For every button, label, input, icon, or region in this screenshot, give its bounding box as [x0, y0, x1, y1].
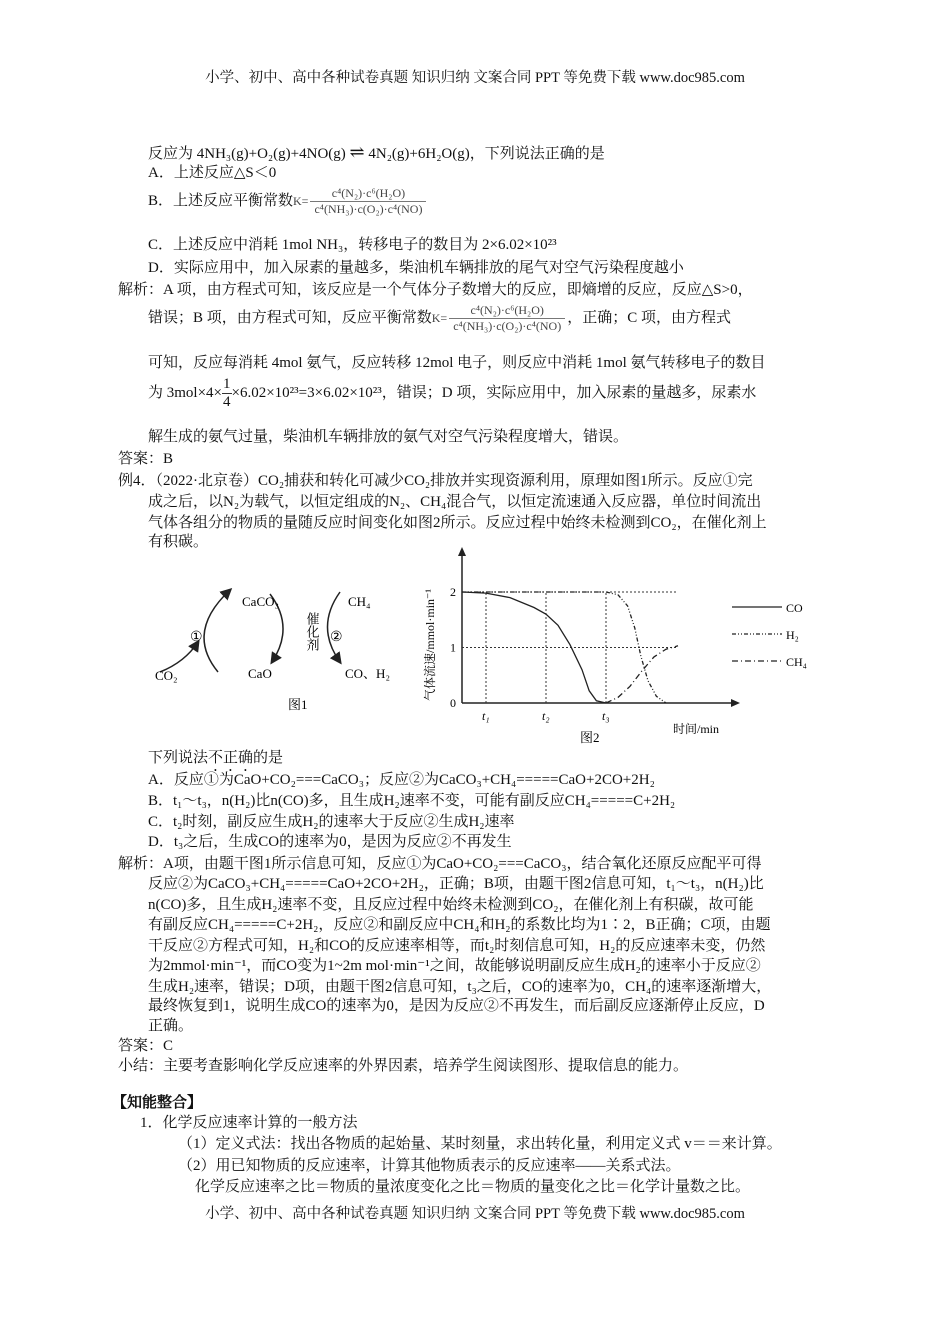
chart-y-axis-label: 气体流速/mmol·min⁻¹	[423, 589, 437, 701]
series-line-CH₄	[606, 646, 678, 703]
y-tick-label: 2	[450, 585, 456, 599]
q4-answer: 答案：C	[118, 1038, 174, 1054]
section-subitem-2: （2）用已知物质的反应速率，计算其他物质表示的反应速率——关系式法。	[178, 1158, 681, 1174]
q4-analysis-line: 最终恢复到1，说明生成CO的速率为0，是因为反应②不再发生，而后副反应逐渐停止反应，D	[148, 998, 765, 1014]
k-symbol: K=	[293, 193, 309, 208]
q4-analysis-line: n(CO)多，且生成H₂速率不变，且反应过程中始终未检测到CO₂，在催化剂上有积碳，故可能	[148, 897, 754, 913]
text: ，正确；C 项，由方程式	[567, 309, 731, 326]
stem-part: 反应为 4NH₃(g)+O₂(g)+4NO(g)	[148, 146, 350, 162]
option-text: B．上述反应平衡常数	[148, 192, 294, 209]
k-denominator: c⁴(NH₃)·c(O₂)·c⁴(NO)	[453, 319, 562, 333]
y-axis-arrow-icon	[458, 547, 466, 556]
k-fraction	[310, 186, 426, 217]
text: 下列说法	[148, 750, 209, 766]
x-tick-label: t₃	[602, 709, 610, 723]
label-reaction-2: ②	[330, 630, 343, 645]
q4-option-b: B．t₁～t₃，n(H₂)比n(CO)多，且生成H₂速率不变，可能有副反应CH₄=====C+2H₂	[148, 793, 676, 809]
text: 的是	[253, 750, 284, 766]
q4-analysis-line: 生成H₂速率，错误；D项，由题干图2信息可知，t₃之后，CO的速率为0，CH₄的速率逐渐增大，	[148, 979, 772, 995]
equilibrium-arrow-icon: ⇌	[349, 142, 365, 162]
legend-label: CO	[786, 601, 803, 615]
label-reaction-1: ①	[190, 630, 203, 645]
section-item-1: 1．化学反应速率计算的一般方法	[140, 1115, 358, 1131]
page-header: 小学、初中、高中各种试卷真题 知识归纳 文案合同 PPT 等免费下载 www.doc985.com	[205, 70, 745, 86]
q3-analysis-line: 解析：A 项，由方程式可知，该反应是一个气体分子数增大的反应，即熵增的反应，反应△S>0，	[118, 282, 753, 298]
legend-label: CH₄	[786, 655, 807, 669]
text: 错误；B 项，由方程式可知，反应平衡常数	[148, 309, 432, 326]
x-tick-label: t₂	[542, 709, 550, 723]
q4-analysis-line: 正确。	[148, 1018, 194, 1034]
y-tick-label: 1	[450, 640, 456, 655]
q4-analysis-line: 反应②为CaCO₃+CH₄=====CaO+2CO+2H₂，正确；B项，由题干图2信息可知，t₁～t₃，n(H₂)比	[148, 876, 764, 892]
k-symbol: K=	[431, 310, 448, 325]
q4-analysis-line: 为2mmol·min⁻¹，而CO变为1~2m mol·min⁻¹之间，故能够说明副反应生成H₂的速率小于反应②	[148, 958, 761, 974]
k-numerator: c⁴(N₂)·c⁶(H₂O)	[310, 186, 426, 202]
q4-stem-line: 例4．（2022·北京卷）CO₂捕获和转化可减少CO₂排放并实现资源利用，原理如图1所示。反应①完	[118, 473, 753, 489]
fraction-one-quarter	[222, 376, 232, 411]
arrow-reaction-2	[328, 592, 341, 662]
k-fraction	[449, 303, 565, 334]
chart-x-axis-label: 时间/min	[673, 722, 720, 736]
text: 为 3mol×4×	[148, 384, 223, 401]
section-subitem-1: （1）定义式法：找出各物质的起始量、某时刻量，求出转化量，利用定义式 v＝＝来计算。	[178, 1136, 782, 1152]
label-cao: CaO	[248, 666, 272, 681]
page-footer: 小学、初中、高中各种试卷真题 知识归纳 文案合同 PPT 等免费下载 www.doc985.com	[205, 1206, 745, 1222]
q3-analysis-line	[148, 376, 756, 411]
figure-2-chart	[410, 545, 830, 745]
denominator: 4	[223, 394, 231, 410]
q3-stem	[148, 143, 605, 163]
section-title: 【知能整合】	[112, 1095, 203, 1111]
q3-option-a: A．上述反应△S＜0	[148, 165, 277, 181]
label-ch4: CH₄	[348, 594, 371, 609]
k-denominator: c⁴(NH₃)·c(O₂)·c⁴(NO)	[314, 202, 423, 216]
q3-analysis-line	[148, 303, 731, 334]
x-axis-arrow-icon	[731, 699, 740, 707]
q3-option-b	[148, 186, 428, 217]
q3-analysis-line: 可知，反应每消耗 4mol 氨气，反应转移 12mol 电子，则反应中消耗 1mol 氨气转移电子的数目	[148, 355, 766, 371]
q3-answer: 答案：B	[118, 451, 174, 467]
q4-analysis-line: 有副反应CH₄=====C+2H₂，反应②和副反应中CH₄和H₂的系数比均为1∶2，B正确；C项，由题	[148, 917, 771, 933]
emphasis-text: 不正确	[208, 750, 254, 766]
figure-1-caption: 图1	[288, 697, 308, 712]
label-products: CO、H₂	[345, 666, 390, 681]
q3-analysis-line: 解生成的氨气过量，柴油机车辆排放的氨气对空气污染程度增大，错误。	[148, 429, 629, 445]
section-ratio-rule: 化学反应速率之比＝物质的量浓度变化之比＝物质的量变化之比＝化学计量数之比。	[195, 1179, 751, 1195]
chart-title: 图2	[580, 730, 600, 745]
label-co2: CO₂	[155, 668, 178, 683]
x-tick-label: t₁	[482, 709, 490, 723]
q4-option-c: C．t₂时刻，副反应生成H₂的速率大于反应②生成H₂速率	[148, 814, 515, 830]
label-caco3: CaCO₃	[242, 594, 280, 609]
q4-option-a: A．反应①为CaO+CO₂===CaCO₃；反应②为CaCO₃+CH₄=====CaO+2CO+2H₂	[148, 772, 655, 788]
q4-stem-line: 成之后，以N₂为载气，以恒定组成的N₂、CH₄混合气，以恒定流速通入反应器，单位时间流出	[148, 494, 762, 510]
figure-1-cycle-diagram	[140, 552, 410, 722]
q3-option-c: C．上述反应中消耗 1mol NH₃，转移电子的数目为 2×6.02×10²³	[148, 237, 557, 253]
y-tick-label: 0	[450, 696, 456, 710]
arrow-reaction-1	[204, 590, 230, 672]
q4-summary: 小结：主要考查影响化学反应速率的外界因素，培养学生阅读图形、提取信息的能力。	[118, 1058, 689, 1074]
text: ×6.02×10²³=3×6.02×10²³，错误；D 项，实际应用中，加入尿素的量越多，尿素水	[231, 384, 757, 401]
q4-analysis-line: 解析：A项，由题干图1所示信息可知，反应①为CaO+CO₂===CaCO₃，结合氧化还原反应配平可得	[118, 856, 762, 872]
q4-analysis-line: 干反应②方程式可知，H₂和CO的反应速率相等，而t₂时刻信息可知，H₂的反应速率未变，仍然	[148, 938, 766, 954]
label-catalyst: 催化剂	[304, 612, 320, 651]
legend-label: H₂	[786, 628, 799, 642]
stem-part: 4N₂(g)+6H₂O(g)，下列说法正确的是	[364, 146, 605, 162]
q4-stem-line: 有积碳。	[148, 534, 209, 550]
k-numerator: c⁴(N₂)·c⁶(H₂O)	[449, 303, 565, 319]
numerator: 1	[223, 376, 231, 392]
q4-option-d: D．t₃之后，生成CO的速率为0，是因为反应②不再发生	[148, 834, 512, 850]
q4-stem-line: 气体各组分的物质的量随反应时间变化如图2所示。反应过程中始终未检测到CO₂，在催化剂上	[148, 515, 767, 531]
q3-option-d: D．实际应用中，加入尿素的量越多，柴油机车辆排放的尾气对空气污染程度越小	[148, 260, 684, 276]
